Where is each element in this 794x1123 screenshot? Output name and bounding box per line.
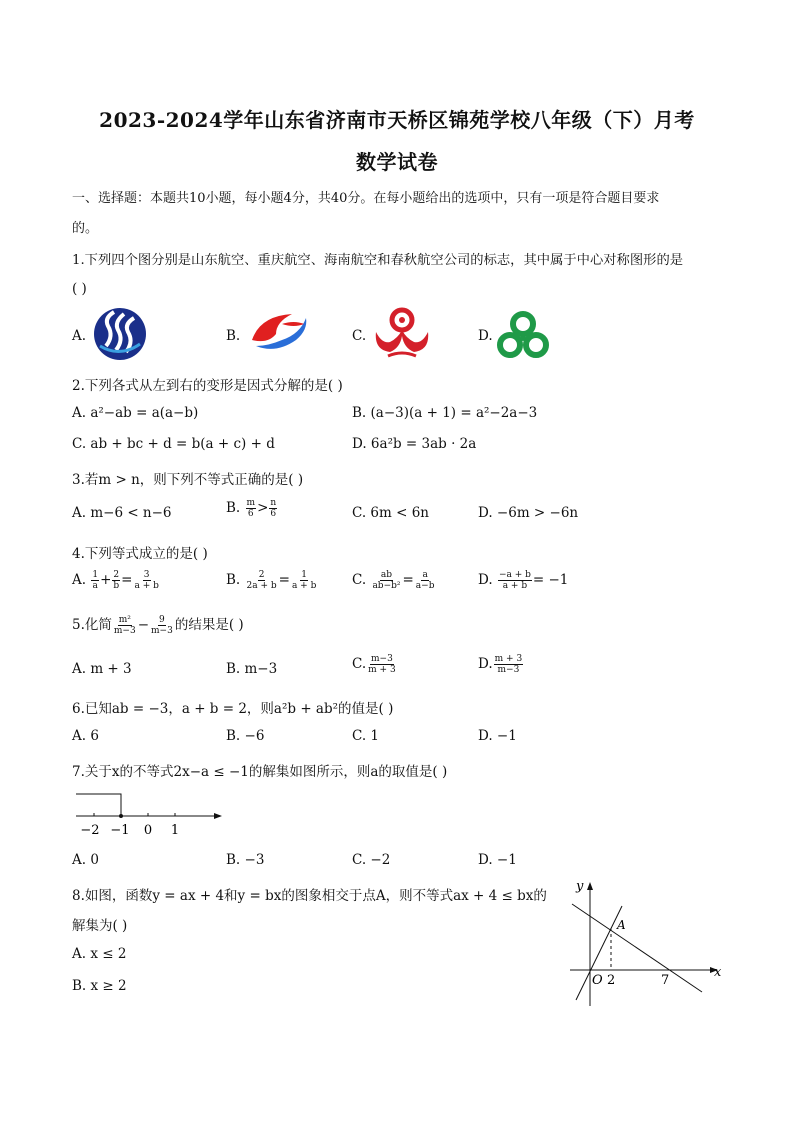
q5-option-d: D. $\frac{m + 3}{m-3}$ bbox=[478, 654, 523, 675]
tick-7-label: 7 bbox=[661, 973, 670, 988]
q6-option-c: C. 1 bbox=[352, 728, 380, 744]
q4-option-d: D. $\frac{-a + b}{a + b}$ = −1 bbox=[478, 570, 569, 591]
q6-option-b: B. −6 bbox=[226, 728, 265, 744]
spring-airlines-logo-icon bbox=[496, 310, 550, 360]
q1-stem-paren: ( ) bbox=[72, 281, 87, 297]
origin-label: O bbox=[592, 973, 603, 988]
q7-stem: 7.关于x的不等式2x−a ≤ −1的解集如图所示，则a的取值是( ) bbox=[72, 764, 448, 780]
q1-option-b-label: B. bbox=[226, 328, 241, 344]
q8-option-b: B. x ≥ 2 bbox=[72, 978, 127, 994]
q7-option-d: D. −1 bbox=[478, 852, 517, 868]
q6-option-a: A. 6 bbox=[72, 728, 99, 744]
q4-option-c: C. $\frac{ab}{\text{ab−b²}}$ = $\frac{a}{a-b}$ bbox=[352, 570, 435, 591]
q3-stem: 3.若m > n，则下列不等式正确的是( ) bbox=[72, 472, 304, 488]
q8-function-graph bbox=[562, 876, 726, 1012]
tick-label: 0 bbox=[143, 823, 153, 838]
q7-option-b: B. −3 bbox=[226, 852, 265, 868]
section-header: 一、选择题：本题共10小题，每小题4分，共40分。在每小题给出的选项中，只有一项是符合题目要求 bbox=[72, 191, 660, 206]
q2-stem: 2.下列各式从左到右的变形是因式分解的是( ) bbox=[72, 378, 343, 394]
q5-stem: 5.化简 $\frac{\text{m²}}{m-3}$ − $\frac{9}{m-3}$ 的结果是( ) bbox=[72, 615, 244, 636]
tick-label: −2 bbox=[80, 823, 100, 838]
q4-option-a: A. $\frac{1}{a}$ + $\frac{2}{b}$ = $\frac{3}{a + b}$ bbox=[72, 570, 159, 591]
tick-label: 1 bbox=[170, 823, 180, 838]
q1-option-c-label: C. bbox=[352, 328, 367, 344]
q5-option-c: C. $\frac{m-3}{m + 3}$ bbox=[352, 654, 396, 675]
axis-label-x: x bbox=[714, 965, 722, 980]
point-a-label: A bbox=[617, 918, 626, 932]
page-subtitle: 数学试卷 bbox=[356, 150, 438, 174]
q7-option-a: A. 0 bbox=[72, 852, 99, 868]
q1-option-a-label: A. bbox=[72, 328, 87, 344]
q8-option-a: A. x ≤ 2 bbox=[72, 946, 127, 962]
q5-option-b: B. m−3 bbox=[226, 661, 278, 677]
q6-stem: 6.已知ab = −3，a + b = 2，则a²b + ab²的值是( ) bbox=[72, 701, 394, 717]
q2-option-d: D. 6a²b = 3ab · 2a bbox=[352, 436, 477, 452]
q8-stem-cont: 解集为( ) bbox=[72, 918, 128, 934]
q4-option-b: B. $\frac{2}{2a + b}$ = $\frac{1}{a + b}$ bbox=[226, 570, 317, 591]
q3-option-c: C. 6m < 6n bbox=[352, 505, 429, 521]
q7-option-c: C. −2 bbox=[352, 852, 391, 868]
q7-number-line bbox=[72, 790, 232, 840]
section-header-cont: 的。 bbox=[72, 221, 99, 236]
q5-option-a: A. m + 3 bbox=[72, 661, 132, 677]
shandong-airlines-logo-icon bbox=[92, 306, 148, 362]
q3-option-d: D. −6m > −6n bbox=[478, 505, 579, 521]
q6-option-d: D. −1 bbox=[478, 728, 517, 744]
tick-label: −1 bbox=[110, 823, 130, 838]
q8-stem: 8.如图，函数y = ax + 4和y = bx的图象相交于点A，则不等式ax + 4 ≤ bx的 bbox=[72, 888, 547, 904]
q2-option-b: B. (a−3)(a + 1) = a²−2a−3 bbox=[352, 405, 538, 421]
q3-option-b: B. $\frac{m}{6}$ > $\frac{n}{6}$ bbox=[226, 498, 277, 519]
q4-stem: 4.下列等式成立的是( ) bbox=[72, 546, 208, 562]
tick-2-label: 2 bbox=[607, 973, 616, 988]
q1-stem: 1.下列四个图分别是山东航空、重庆航空、海南航空和春秋航空公司的标志，其中属于中心对称图形的是 bbox=[72, 253, 684, 268]
q2-option-c: C. ab + bc + d = b(a + c) + d bbox=[72, 436, 275, 452]
chongqing-airlines-logo-icon bbox=[246, 310, 314, 358]
q1-option-d-label: D. bbox=[478, 328, 493, 344]
hainan-airlines-logo-icon bbox=[370, 306, 434, 360]
page-title: 2023-2024学年山东省济南市天桥区锦苑学校八年级（下）月考 bbox=[99, 108, 695, 132]
q3-option-a: A. m−6 < n−6 bbox=[72, 505, 172, 521]
q2-option-a: A. a²−ab = a(a−b) bbox=[72, 405, 199, 421]
axis-label-y: y bbox=[576, 879, 584, 894]
